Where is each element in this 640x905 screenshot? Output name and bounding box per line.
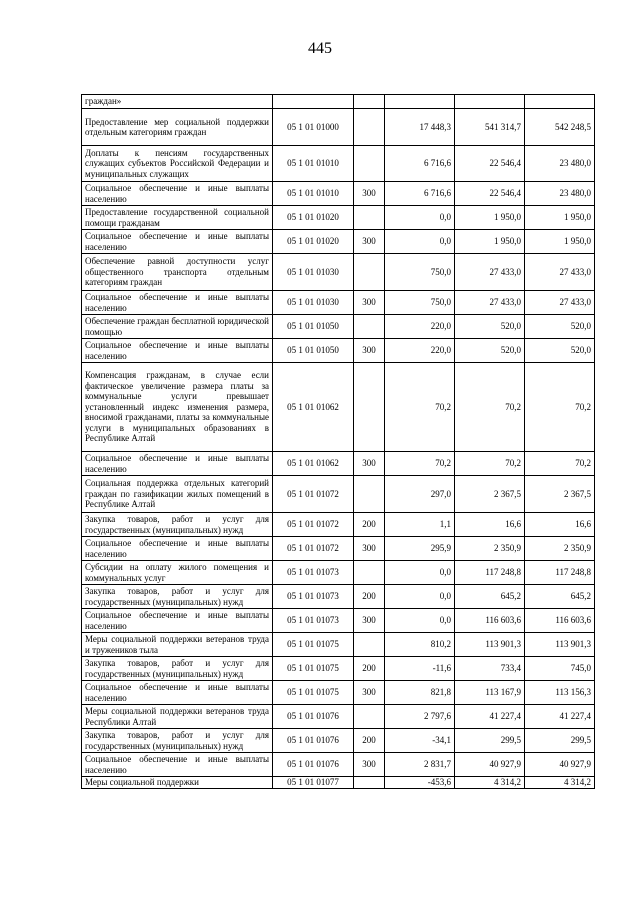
row-value-1-cell: 0,0 <box>385 561 455 585</box>
row-value-1-cell: 1,1 <box>385 513 455 537</box>
row-value-1-cell: 0,0 <box>385 230 455 254</box>
row-code-cell: 05 1 01 01076 <box>273 729 354 753</box>
table-row <box>82 146 595 182</box>
row-value-3-cell: 745,0 <box>525 657 595 681</box>
row-name-cell: Социальное обеспечение и иные выплаты населению <box>82 609 273 633</box>
row-value-1-cell: 17 448,3 <box>385 109 455 146</box>
row-value-1-cell: 0,0 <box>385 609 455 633</box>
row-value-2-cell: 520,0 <box>455 315 525 339</box>
row-code-cell: 05 1 01 01050 <box>273 315 354 339</box>
row-value-3-cell: 41 227,4 <box>525 705 595 729</box>
row-value-2-cell: 27 433,0 <box>455 254 525 291</box>
row-type-cell <box>354 146 385 182</box>
row-name-cell: Меры социальной поддержки ветеранов труда Республики Алтай <box>82 705 273 729</box>
row-type-cell <box>354 315 385 339</box>
row-value-2-cell: 733,4 <box>455 657 525 681</box>
row-value-3-cell: 70,2 <box>525 452 595 476</box>
row-value-1-cell: 220,0 <box>385 315 455 339</box>
table-row <box>82 109 595 146</box>
row-value-1-cell: 821,8 <box>385 681 455 705</box>
row-name-cell: Социальное обеспечение и иные выплаты населению <box>82 452 273 476</box>
row-code-cell: 05 1 01 01010 <box>273 182 354 206</box>
row-code-cell: 05 1 01 01077 <box>273 777 354 789</box>
row-value-3-cell: 520,0 <box>525 339 595 363</box>
row-value-3-cell: 299,5 <box>525 729 595 753</box>
row-name-cell: Предоставление мер социальной поддержки отдельным категориям граждан <box>82 109 273 146</box>
row-value-3-cell: 23 480,0 <box>525 146 595 182</box>
row-value-3-cell: 23 480,0 <box>525 182 595 206</box>
row-code-cell: 05 1 01 01075 <box>273 681 354 705</box>
row-type-cell <box>354 633 385 657</box>
row-value-2-cell: 70,2 <box>455 452 525 476</box>
row-name-cell: Закупка товаров, работ и услуг для государственных (муниципальных) нужд <box>82 513 273 537</box>
row-value-3-cell: 4 314,2 <box>525 777 595 789</box>
row-code-cell: 05 1 01 01010 <box>273 146 354 182</box>
row-value-2-cell: 541 314,7 <box>455 109 525 146</box>
row-code-cell: 05 1 01 01075 <box>273 633 354 657</box>
table-row <box>82 561 595 585</box>
row-value-3-cell: 2 350,9 <box>525 537 595 561</box>
table-row <box>82 777 595 789</box>
row-type-cell <box>354 109 385 146</box>
row-name-cell: Закупка товаров, работ и услуг для государственных (муниципальных) нужд <box>82 729 273 753</box>
row-value-3-cell: 542 248,5 <box>525 109 595 146</box>
row-value-2-cell: 1 950,0 <box>455 206 525 230</box>
row-value-2-cell: 117 248,8 <box>455 561 525 585</box>
row-name-cell: Социальное обеспечение и иные выплаты населению <box>82 753 273 777</box>
row-value-3-cell: 1 950,0 <box>525 206 595 230</box>
row-value-1-cell: 2 831,7 <box>385 753 455 777</box>
row-code-cell <box>273 95 354 109</box>
row-value-3-cell: 40 927,9 <box>525 753 595 777</box>
row-code-cell: 05 1 01 01076 <box>273 705 354 729</box>
row-type-cell: 200 <box>354 585 385 609</box>
row-value-1-cell: 0,0 <box>385 206 455 230</box>
row-name-cell: Меры социальной поддержки ветеранов труда и тружеников тыла <box>82 633 273 657</box>
row-code-cell: 05 1 01 01073 <box>273 561 354 585</box>
table-row <box>82 729 595 753</box>
row-value-2-cell: 40 927,9 <box>455 753 525 777</box>
row-name-cell: Обеспечение равной доступности услуг общественного транспорта отдельным категориям граждан <box>82 254 273 291</box>
row-value-2-cell: 22 546,4 <box>455 146 525 182</box>
table-row <box>82 681 595 705</box>
row-name-cell: Социальное обеспечение и иные выплаты населению <box>82 339 273 363</box>
row-value-2-cell: 22 546,4 <box>455 182 525 206</box>
row-name-cell: Субсидии на оплату жилого помещения и коммунальных услуг <box>82 561 273 585</box>
row-value-3-cell: 2 367,5 <box>525 476 595 513</box>
row-type-cell: 300 <box>354 452 385 476</box>
row-value-2-cell: 116 603,6 <box>455 609 525 633</box>
row-code-cell: 05 1 01 01073 <box>273 609 354 633</box>
row-value-3-cell: 113 901,3 <box>525 633 595 657</box>
table-row <box>82 753 595 777</box>
row-value-1-cell: 220,0 <box>385 339 455 363</box>
row-name-cell: Социальное обеспечение и иные выплаты населению <box>82 537 273 561</box>
row-value-3-cell: 27 433,0 <box>525 254 595 291</box>
row-value-1-cell: 70,2 <box>385 363 455 452</box>
row-type-cell: 300 <box>354 339 385 363</box>
table-row <box>82 513 595 537</box>
table-row <box>82 452 595 476</box>
table-row <box>82 291 595 315</box>
table-row <box>82 230 595 254</box>
row-name-cell: Обеспечение граждан бесплатной юридической помощью <box>82 315 273 339</box>
row-value-2-cell: 113 901,3 <box>455 633 525 657</box>
row-code-cell: 05 1 01 01072 <box>273 476 354 513</box>
row-type-cell: 300 <box>354 182 385 206</box>
row-name-cell: граждан» <box>82 95 273 109</box>
row-type-cell <box>354 705 385 729</box>
row-name-cell: Компенсация гражданам, в случае если фактическое увеличение размера платы за коммунальные услуги превышает установленный индекс изменения размера, вносимой гражданами, платы за коммунальные услуги в муниципальных образованиях в Республике Алтай <box>82 363 273 452</box>
row-value-1-cell: 810,2 <box>385 633 455 657</box>
row-type-cell: 200 <box>354 513 385 537</box>
row-value-1-cell: -11,6 <box>385 657 455 681</box>
row-code-cell: 05 1 01 01020 <box>273 230 354 254</box>
row-value-1-cell: 70,2 <box>385 452 455 476</box>
row-type-cell: 300 <box>354 537 385 561</box>
row-code-cell: 05 1 01 01030 <box>273 254 354 291</box>
row-value-3-cell <box>525 95 595 109</box>
row-type-cell <box>354 777 385 789</box>
table-row <box>82 657 595 681</box>
row-value-2-cell: 113 167,9 <box>455 681 525 705</box>
row-code-cell: 05 1 01 01073 <box>273 585 354 609</box>
row-value-3-cell: 27 433,0 <box>525 291 595 315</box>
row-type-cell <box>354 95 385 109</box>
row-value-3-cell: 645,2 <box>525 585 595 609</box>
row-code-cell: 05 1 01 01062 <box>273 363 354 452</box>
table-row <box>82 476 595 513</box>
row-type-cell: 300 <box>354 291 385 315</box>
row-value-2-cell: 2 350,9 <box>455 537 525 561</box>
row-value-1-cell: 2 797,6 <box>385 705 455 729</box>
row-value-3-cell: 520,0 <box>525 315 595 339</box>
row-type-cell: 300 <box>354 230 385 254</box>
row-code-cell: 05 1 01 01050 <box>273 339 354 363</box>
row-value-3-cell: 113 156,3 <box>525 681 595 705</box>
table-row <box>82 254 595 291</box>
row-value-1-cell: 0,0 <box>385 585 455 609</box>
row-code-cell: 05 1 01 01020 <box>273 206 354 230</box>
table-row <box>82 609 595 633</box>
table-row <box>82 315 595 339</box>
row-code-cell: 05 1 01 01062 <box>273 452 354 476</box>
row-name-cell: Доплаты к пенсиям государственных служащих субъектов Российской Федерации и муниципальных служащих <box>82 146 273 182</box>
row-type-cell <box>354 254 385 291</box>
row-name-cell: Закупка товаров, работ и услуг для государственных (муниципальных) нужд <box>82 657 273 681</box>
row-code-cell: 05 1 01 01072 <box>273 537 354 561</box>
row-value-1-cell: 6 716,6 <box>385 182 455 206</box>
row-value-2-cell <box>455 95 525 109</box>
table-row <box>82 585 595 609</box>
row-code-cell: 05 1 01 01076 <box>273 753 354 777</box>
row-type-cell: 200 <box>354 729 385 753</box>
row-type-cell <box>354 363 385 452</box>
row-value-1-cell: -453,6 <box>385 777 455 789</box>
row-code-cell: 05 1 01 01030 <box>273 291 354 315</box>
row-value-3-cell: 117 248,8 <box>525 561 595 585</box>
row-name-cell: Социальное обеспечение и иные выплаты населению <box>82 230 273 254</box>
row-value-2-cell: 41 227,4 <box>455 705 525 729</box>
row-type-cell: 300 <box>354 753 385 777</box>
row-type-cell <box>354 561 385 585</box>
row-name-cell: Социальная поддержка отдельных категорий граждан по газификации жилых помещений в Республике Алтай <box>82 476 273 513</box>
row-value-1-cell: 750,0 <box>385 291 455 315</box>
row-value-3-cell: 1 950,0 <box>525 230 595 254</box>
row-code-cell: 05 1 01 01072 <box>273 513 354 537</box>
table-row <box>82 339 595 363</box>
row-value-1-cell <box>385 95 455 109</box>
row-value-3-cell: 70,2 <box>525 363 595 452</box>
row-value-2-cell: 27 433,0 <box>455 291 525 315</box>
page-number: 445 <box>308 40 332 57</box>
row-name-cell: Социальное обеспечение и иные выплаты населению <box>82 291 273 315</box>
row-value-1-cell: -34,1 <box>385 729 455 753</box>
table-row <box>82 633 595 657</box>
row-name-cell: Предоставление государственной социальной помощи гражданам <box>82 206 273 230</box>
row-value-1-cell: 297,0 <box>385 476 455 513</box>
row-type-cell: 300 <box>354 681 385 705</box>
table-row <box>82 705 595 729</box>
row-value-1-cell: 295,9 <box>385 537 455 561</box>
row-value-2-cell: 2 367,5 <box>455 476 525 513</box>
row-code-cell: 05 1 01 01000 <box>273 109 354 146</box>
row-value-2-cell: 4 314,2 <box>455 777 525 789</box>
row-name-cell: Социальное обеспечение и иные выплаты населению <box>82 182 273 206</box>
table-row <box>82 95 595 109</box>
row-name-cell: Меры социальной поддержки <box>82 777 273 789</box>
row-type-cell <box>354 476 385 513</box>
row-type-cell <box>354 206 385 230</box>
row-name-cell: Социальное обеспечение и иные выплаты населению <box>82 681 273 705</box>
row-value-2-cell: 16,6 <box>455 513 525 537</box>
row-type-cell: 300 <box>354 609 385 633</box>
table-row <box>82 206 595 230</box>
row-value-2-cell: 70,2 <box>455 363 525 452</box>
table-row <box>82 182 595 206</box>
row-value-1-cell: 6 716,6 <box>385 146 455 182</box>
budget-table <box>81 94 595 789</box>
row-value-1-cell: 750,0 <box>385 254 455 291</box>
table-row <box>82 363 595 452</box>
row-name-cell: Закупка товаров, работ и услуг для государственных (муниципальных) нужд <box>82 585 273 609</box>
row-value-2-cell: 1 950,0 <box>455 230 525 254</box>
table-row <box>82 537 595 561</box>
row-value-3-cell: 116 603,6 <box>525 609 595 633</box>
row-code-cell: 05 1 01 01075 <box>273 657 354 681</box>
row-value-2-cell: 520,0 <box>455 339 525 363</box>
row-value-2-cell: 299,5 <box>455 729 525 753</box>
row-type-cell: 200 <box>354 657 385 681</box>
row-value-3-cell: 16,6 <box>525 513 595 537</box>
row-value-2-cell: 645,2 <box>455 585 525 609</box>
